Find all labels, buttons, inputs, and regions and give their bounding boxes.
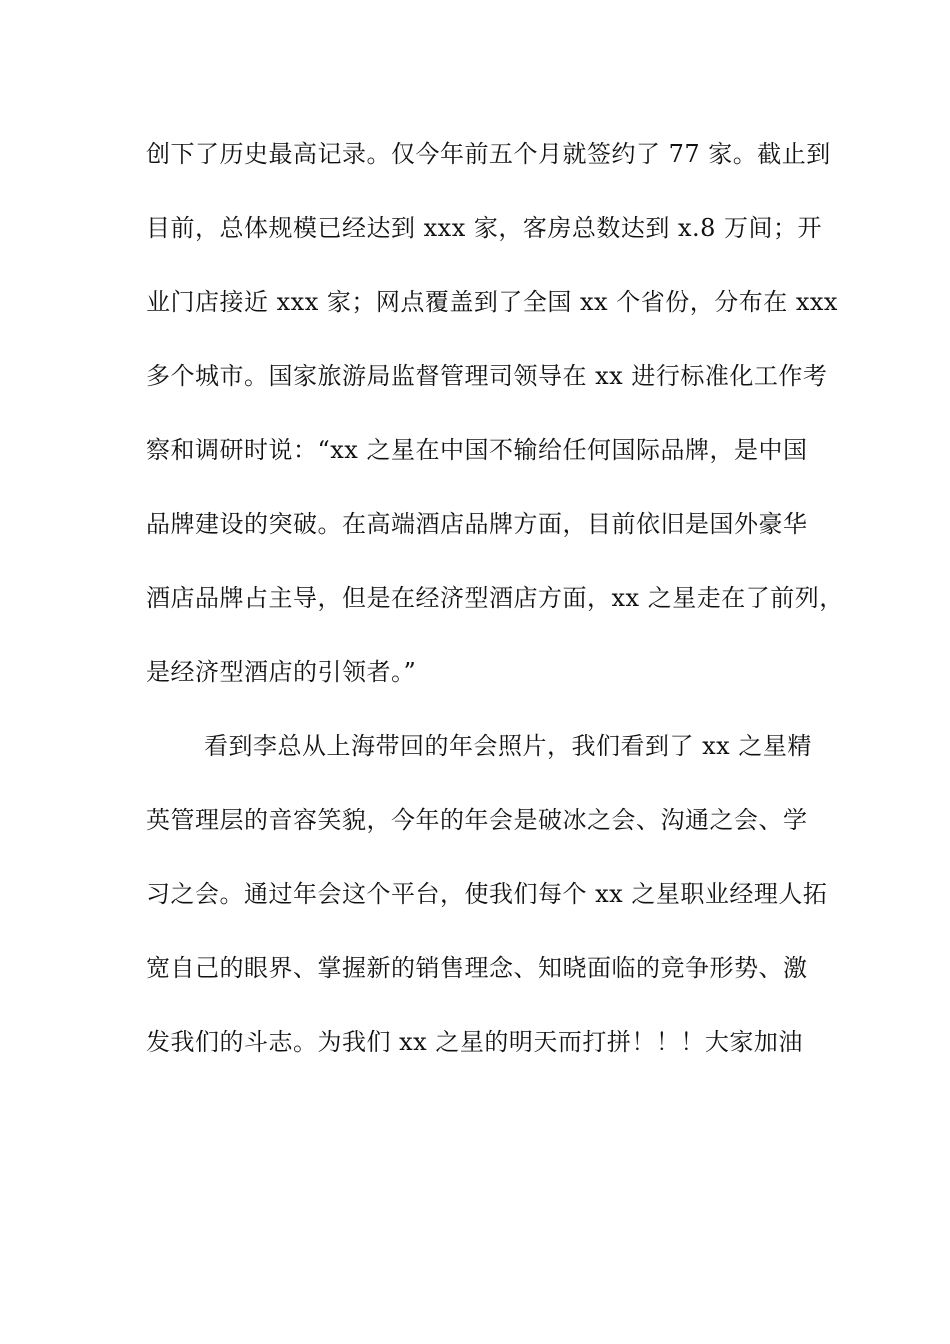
text-line: 多个城市。国家旅游局监督管理司领导在 xx 进行标准化工作考 [146, 362, 828, 390]
text-line: 酒店品牌占主导，但是在经济型酒店方面，xx 之星走在了前列， [146, 584, 844, 612]
text-line: 目前，总体规模已经达到 xxx 家，客房总数达到 x.8 万间；开 [146, 214, 823, 242]
body-text [146, 128, 846, 1090]
text-line: 创下了历史最高记录。仅今年前五个月就签约了 77 家。截止到 [146, 140, 831, 168]
text-line: 是经济型酒店的引领者。” [146, 658, 417, 686]
text-line: 发我们的斗志。为我们 xx 之星的明天而打拼！！！大家加油 [146, 1028, 803, 1056]
text-line: 习之会。通过年会这个平台，使我们每个 xx 之星职业经理人拓 [146, 880, 828, 908]
paragraph-start-line: 看到李总从上海带回的年会照片，我们看到了 xx 之星精 [204, 732, 812, 760]
text-line: 品牌建设的突破。在高端酒店品牌方面，目前依旧是国外豪华 [146, 510, 808, 538]
text-line: 英管理层的音容笑貌，今年的年会是破冰之会、沟通之会、学 [146, 806, 808, 834]
text-line: 察和调研时说：“xx 之星在中国不输给任何国际品牌，是中国 [146, 436, 808, 464]
text-line: 业门店接近 xxx 家；网点覆盖到了全国 xx 个省份，分布在 xxx [146, 288, 838, 316]
text-line: 宽自己的眼界、掌握新的销售理念、知晓面临的竞争形势、激 [146, 954, 808, 982]
